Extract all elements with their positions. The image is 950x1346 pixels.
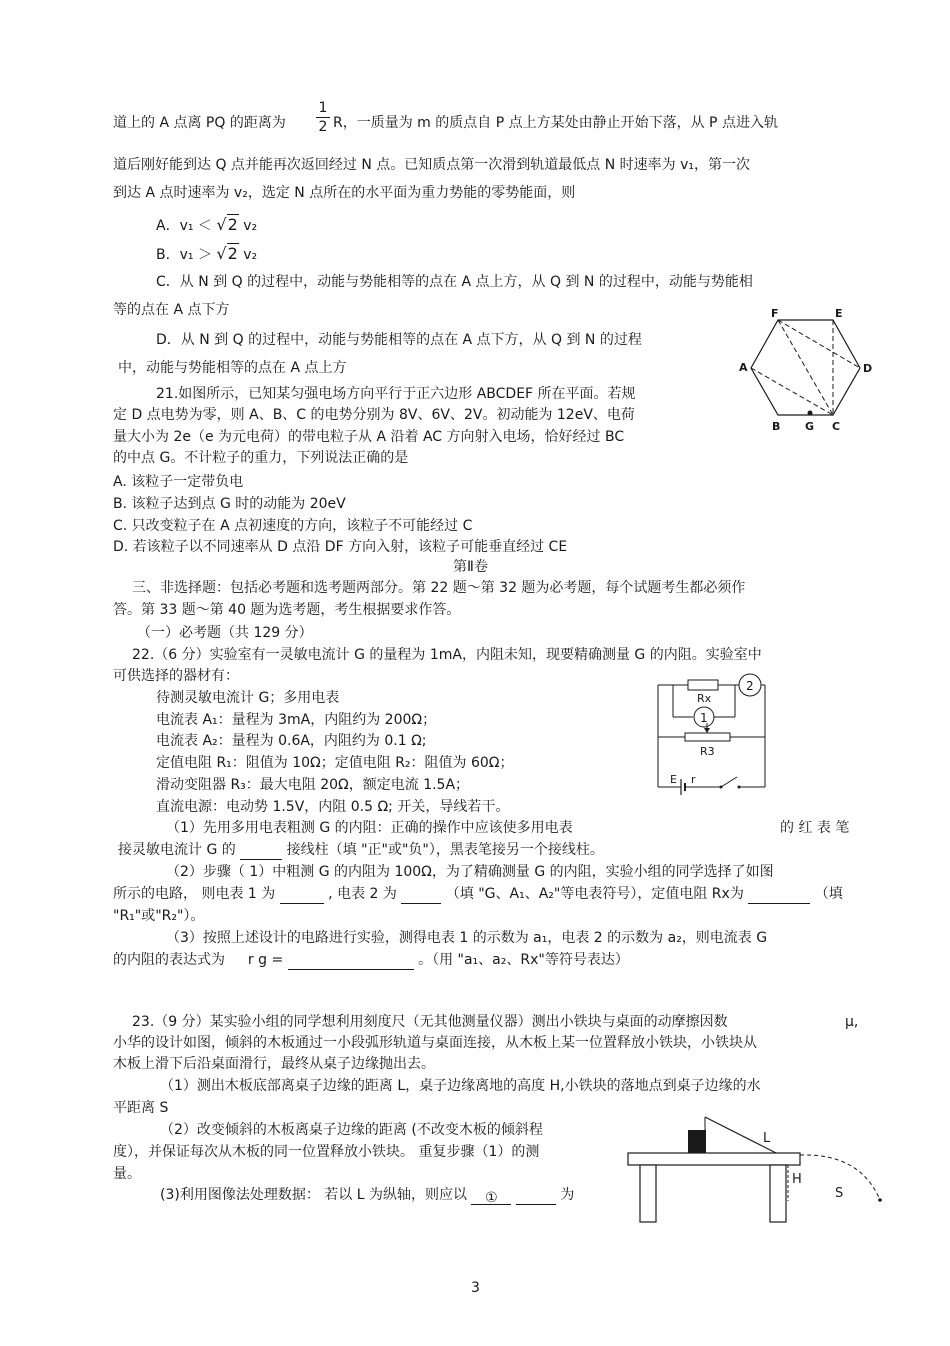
q22-line-2: 可供选择的器材有： (113, 668, 239, 684)
battery-r-label: r (691, 773, 696, 786)
rg-symbol: r g = (247, 952, 284, 968)
answer-blank-meter-1[interactable] (280, 887, 324, 904)
answer-blank-meter-2[interactable] (401, 887, 441, 904)
sqrt-icon: √2 (216, 244, 238, 263)
q21-line-3: 量大小为 2e（e 为元电荷）的带电粒子从 A 沿着 AC 方向射入电场，恰好经过 BC (113, 429, 625, 445)
meter-1-label: 1 (700, 711, 708, 725)
resistor-rx (688, 680, 718, 690)
q21-option-d: D. 若该粒子以不同速率从 D 点沿 DF 方向入射，该粒子可能垂直经过 CE (113, 539, 568, 555)
answer-blank-1[interactable]: ① (471, 1188, 511, 1205)
answer-blank-1-extension[interactable] (516, 1188, 556, 1205)
option-a-prefix: A．v₁ ＜ (156, 218, 212, 234)
answer-blank-rx[interactable] (748, 887, 810, 904)
q23-part-2-line-3: 量。 (113, 1166, 141, 1182)
q20-option-a (156, 215, 257, 236)
meter-2-label: 2 (746, 679, 754, 693)
label-d: D (863, 362, 873, 375)
dashed-line-ac (751, 368, 833, 415)
q22-part-2-line-2 (113, 884, 843, 904)
label-b: B (772, 420, 781, 433)
section-title: 第Ⅱ卷 (453, 559, 488, 575)
label-s: S (835, 1186, 844, 1201)
q23-line-3: 木板上滑下后沿桌面滑行，最终从桌子边缘抛出去。 (113, 1056, 435, 1072)
q21-line-4: 的中点 G。不计粒子的重力，下列说法正确的是 (113, 450, 409, 466)
r3-label: R3 (700, 745, 715, 758)
q23-line-1a: 23.（9 分）某实验小组的同学想利用刻度尺（无其他测量仪器）测出小铁块与桌面的动摩擦因数 (132, 1014, 728, 1030)
dashed-line-fd (778, 320, 860, 368)
q20-line-2: 道后刚好能到达 Q 点并能再次返回经过 N 点。已知质点第一次滑到轨道最低点 N 时速率为 v₁，第一次 (113, 157, 751, 173)
q22-material-1: 待测灵敏电流计 G；多用电表 (156, 690, 340, 706)
page-number: 3 (471, 1280, 480, 1296)
option-a-suffix: v₂ (243, 218, 258, 234)
q23-part-2-line-2: 度），并保证每次从木板的同一位置释放小铁块。 重复步骤（1）的测 (113, 1144, 540, 1160)
part-3-prefix: (3)利用图像法处理数据： 若以 L 为纵轴，则应以 (160, 1187, 467, 1203)
q22-part-1-line-2 (118, 840, 604, 860)
label-l: L (763, 1131, 771, 1146)
part-3-prefix: 的内阻的表达式为 (113, 952, 225, 968)
label-g: G (805, 420, 815, 433)
q22-material-5: 滑动变阻器 R₃：最大电阻 20Ω，额定电流 1.5A； (156, 777, 470, 793)
option-b-suffix: v₂ (243, 247, 258, 263)
q23-line-2: 小华的设计如图，倾斜的木板通过一小段弧形轨道与桌面连接，从木板上某一位置释放小铁块，小铁块从 (113, 1035, 757, 1051)
q20-option-c-line-1: C．从 N 到 Q 的过程中，动能与势能相等的点在 A 点上方，从 Q 到 N 的过程中，动能与势能相 (156, 274, 753, 290)
section-intro-line-2: 答。第 33 题～第 40 题为选考题，考生根据要求作答。 (113, 602, 461, 618)
table-leg-right (770, 1165, 786, 1222)
fraction-denominator: 2 (318, 119, 328, 135)
q22-part-1-line-1a: （1）先用多用电表粗测 G 的内阻：正确的操作中应该使多用电表 (166, 820, 573, 836)
part-2-prefix: 所示的电路， 则电表 1 为 (113, 886, 276, 902)
fraction-numerator: 1 (318, 100, 328, 116)
q21-line-2: 定 D 点电势为零，则 A、B、C 的电势分别为 8V、6V、2V。初动能为 12eV、电荷 (113, 407, 635, 423)
part-2-fill: （填 (814, 886, 843, 902)
q20-option-d-line-1: D．从 N 到 Q 的过程中，动能与势能相等的点在 A 点下方，从 Q 到 N 的过程 (156, 332, 642, 348)
part-2-mid: , 电表 2 为 (328, 886, 397, 902)
switch-blade (721, 777, 737, 787)
landing-point (878, 1198, 882, 1202)
q22-material-6: 直流电源：电动势 1.5V，内阻 0.5 Ω; 开关，导线若干。 (156, 799, 510, 815)
q20-option-b (156, 244, 257, 265)
q22-line-1: 22.（6 分）实验室有一灵敏电流计 G 的量程为 1mA，内阻未知，现要精确测量 G 的内阻。实验室中 (132, 647, 762, 663)
q22-part-2-line-1: （2）步骤（ 1）中粗测 G 的内阻为 100Ω，为了精确测量 G 的内阻，实验小组的同学选择了如图 (166, 864, 774, 880)
part-3-suffix: 。（用 "a₁、a₂、Rx"等符号表达） (418, 952, 629, 968)
part-3-suffix: 为 (560, 1187, 575, 1203)
part-1-suffix: 接线柱（填 "正"或"负"），黑表笔接另一个接线柱。 (286, 842, 604, 858)
label-a: A (739, 361, 748, 374)
q21-option-a: A. 该粒子一定带负电 (113, 474, 244, 490)
answer-blank-terminal[interactable] (240, 843, 282, 860)
dashed-line-fc (778, 320, 833, 415)
label-h: H (792, 1172, 802, 1187)
q23-part-3-line-1 (160, 1185, 574, 1205)
hexagon-outline (751, 320, 860, 415)
table-leg-left (640, 1165, 656, 1222)
q20-option-c-line-2: 等的点在 A 点下方 (113, 302, 230, 318)
option-b-prefix: B．v₁ ＞ (156, 247, 212, 263)
q23-line-1b: μ, (845, 1014, 859, 1030)
q23-part-2-line-1: （2）改变倾斜的木板离桌子边缘的距离 (不改变木板的倾斜程 (160, 1122, 543, 1138)
rx-label: Rx (697, 692, 712, 705)
q22-material-4: 定值电阻 R₁：阻值为 10Ω；定值电阻 R₂：阻值为 60Ω； (156, 755, 514, 771)
answer-blank-rg[interactable] (288, 953, 414, 970)
tabletop (628, 1153, 800, 1165)
part-2-rest: （填 "G、A₁、A₂"等电表符号），定值电阻 Rx为 (445, 886, 744, 902)
iron-block (688, 1130, 706, 1153)
q22-part-3-line-1: （3）按照上述设计的电路进行实验，测得电表 1 的示数为 a₁，电表 2 的示数为 a₂，则电流表 G (166, 930, 768, 946)
q22-material-3: 电流表 A₂：量程为 0.6A，内阻约为 0.1 Ω; (156, 733, 427, 749)
q22-material-2: 电流表 A₁：量程为 3mA，内阻约为 200Ω； (156, 712, 437, 728)
circuit-diagram (655, 675, 770, 795)
rheostat-r3 (685, 733, 730, 741)
q20-line-3: 到达 A 点时速率为 v₂，选定 N 点所在的水平面为重力势能的零势能面，则 (113, 185, 576, 201)
battery-e-label: E (670, 773, 677, 786)
q20-line-1a: 道上的 A 点离 PQ 的距离为 (113, 115, 286, 131)
label-f: F (771, 307, 779, 320)
q20-line-1b: R，一质量为 m 的质点自 P 点上方某处由静止开始下落，从 P 点进入轨 (333, 115, 778, 131)
q23-part-1-line-2: 平距离 S (113, 1100, 169, 1116)
label-c: C (832, 420, 841, 433)
hexagon-figure (735, 305, 885, 435)
q22-part-3-line-2 (113, 950, 629, 970)
q22-part-1-line-1b: 的 红 表 笔 (780, 820, 850, 836)
table-ramp-figure (620, 1105, 890, 1235)
sqrt-icon: √2 (216, 215, 238, 234)
point-g-dot (808, 411, 813, 416)
q21-line-1: 21.如图所示，已知某匀强电场方向平行于正六边形 ABCDEF 所在平面。若规 (156, 386, 636, 402)
label-e: E (835, 307, 843, 320)
q21-option-b: B. 该粒子达到点 G 时的动能为 20eV (113, 496, 346, 512)
q23-part-1-line-1: （1）测出木板底部离桌子边缘的距离 L，桌子边缘离地的高度 H,小铁块的落地点到桌子边缘的水 (160, 1078, 761, 1094)
q20-option-d-line-2: 中，动能与势能相等的点在 A 点上方 (118, 360, 347, 376)
section-required-heading: （一）必考题（共 129 分） (137, 625, 313, 641)
part-1-prefix: 接灵敏电流计 G 的 (118, 842, 236, 858)
fraction-one-half (316, 100, 330, 135)
q22-part-2-line-3: "R₁"或"R₂"）。 (113, 908, 205, 924)
q21-option-c: C. 只改变粒子在 A 点初速度的方向，该粒子不可能经过 C (113, 518, 473, 534)
section-intro-line-1: 三、非选择题：包括必考题和选考题两部分。第 22 题～第 32 题为必考题，每个试题考生都必须作 (132, 580, 746, 596)
